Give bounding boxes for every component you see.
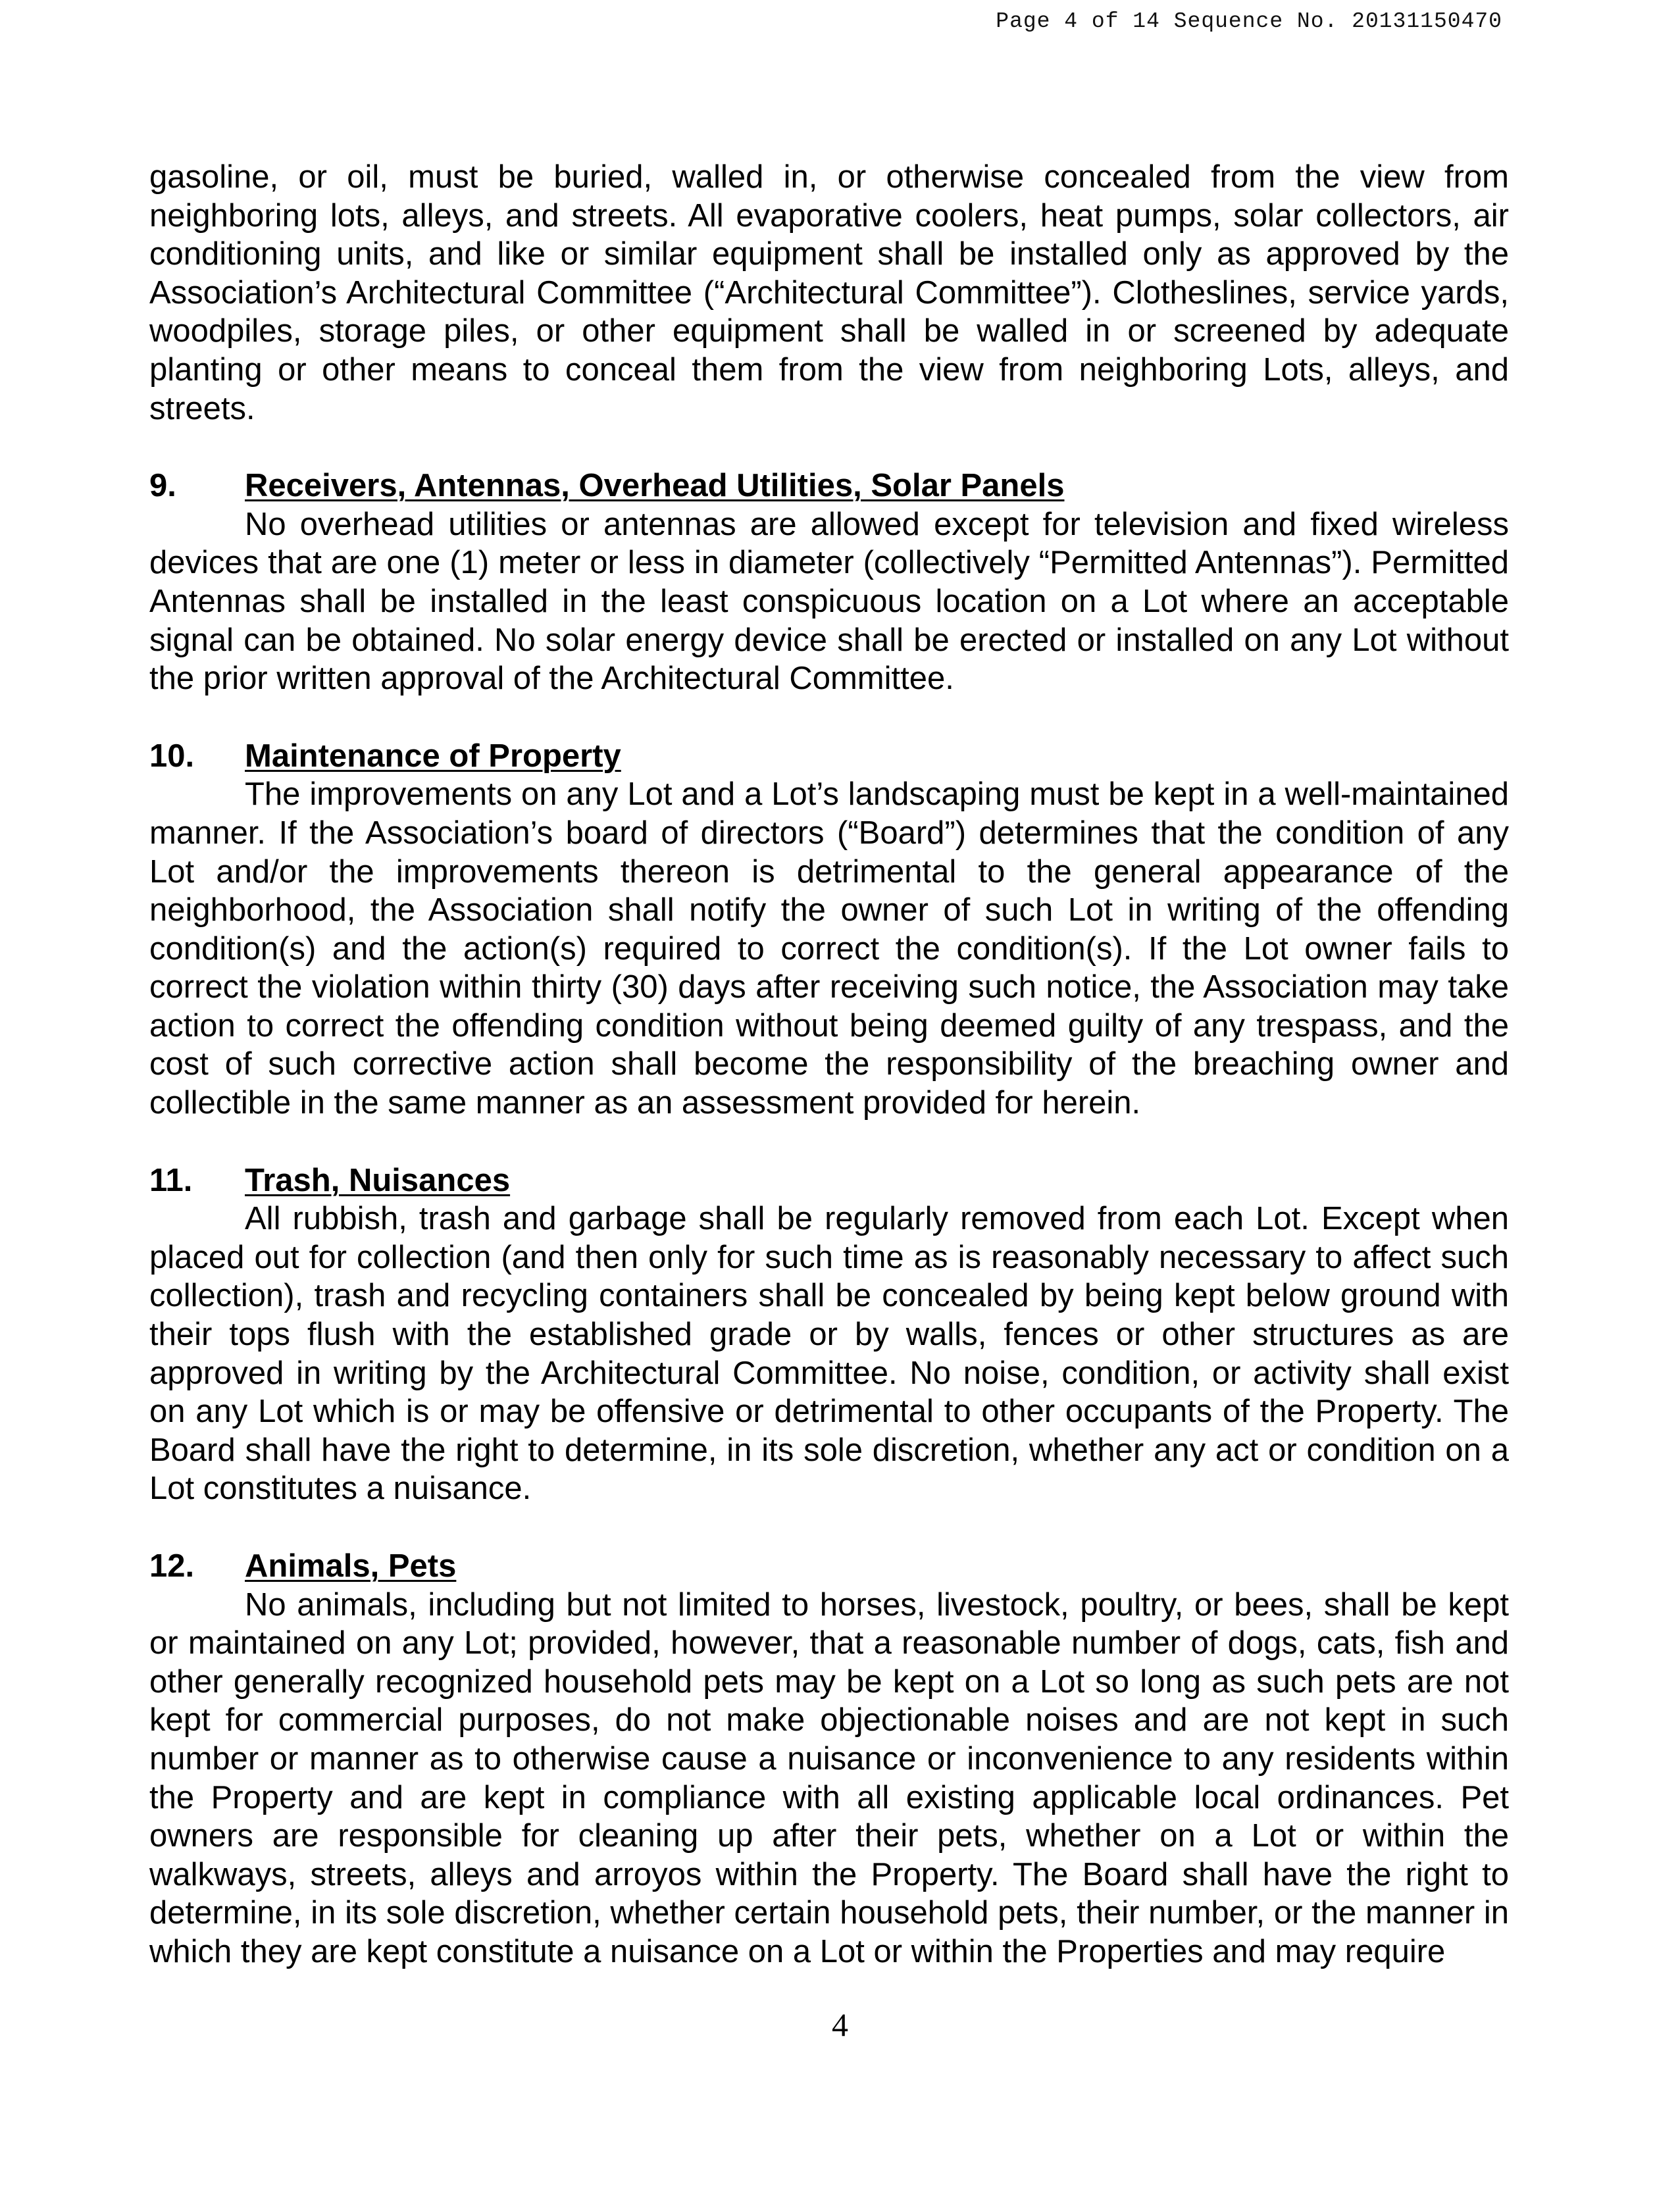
section-11 — [149, 1161, 1509, 1508]
section-title: Animals, Pets — [245, 1548, 457, 1584]
section-heading — [149, 1161, 1509, 1200]
section-gap — [149, 1123, 1509, 1161]
section-title: Trash, Nuisances — [245, 1162, 511, 1198]
section-heading — [149, 1547, 1509, 1586]
section-title: Receivers, Antennas, Overhead Utilities, Solar Panels — [245, 468, 1065, 504]
section-body: No overhead utilities or antennas are allowed except for television and fixed wireless devices that are one (1) meter or less in diameter (collectively “Permitted Antennas”). Permitted Antennas shall be installed in the least conspicuous location on a Lot where an acceptable signal can be obtained. No solar energy device shall be erected or installed on any Lot without the prior written approval of the Architectural Committee. — [149, 506, 1509, 697]
section-number: 10. — [149, 738, 195, 774]
header-stamp: Page 4 of 14 Sequence No. 20131150470 — [996, 9, 1502, 34]
document-body — [149, 158, 1509, 1971]
section-10 — [149, 737, 1509, 1123]
section-gap — [149, 1508, 1509, 1547]
section-number: 12. — [149, 1548, 195, 1584]
section-gap — [149, 698, 1509, 737]
section-body: The improvements on any Lot and a Lot’s landscaping must be kept in a well-maintained manner. If the Association’s board of directors (“Board”) determines that the condition of any Lot and/or the improvements thereon is detrimental to the general appearance of the neighborhood, the Association shall notify the owner of such Lot in writing of the offending condition(s) and the action(s) required to correct the condition(s). If the Lot owner fails to correct the violation within thirty (30) days after receiving such notice, the Association may take action to correct the offending condition without being deemed guilty of any trespass, and the cost of such corrective action shall become the responsibility of the breaching owner and collectible in the same manner as an assessment provided for herein. — [149, 776, 1509, 1121]
section-heading — [149, 737, 1509, 776]
section-number: 9. — [149, 468, 176, 504]
section-body: All rubbish, trash and garbage shall be regularly removed from each Lot. Except when placed out for collection (and then only for such time as is reasonably necessary to affect such collection), trash and recycling containers shall be concealed by being kept below ground with their tops flush with the established grade or by walls, fences or other structures as are approved in writing by the Architectural Committee. No noise, condition, or activity shall exist on any Lot which is or may be offensive or detrimental to other occupants of the Property. The Board shall have the right to determine, in its sole discretion, whether any act or condition on a Lot constitutes a nuisance. — [149, 1201, 1509, 1507]
section-body: No animals, including but not limited to horses, livestock, poultry, or bees, shall be kept or maintained on any Lot; provided, however, that a reasonable number of dogs, cats, fish and other generally recognized household pets may be kept on a Lot so long as such pets are not kept for commercial purposes, do not make objectionable noises and are not kept in such number or manner as to otherwise cause a nuisance or inconvenience to any residents within the Property and are kept in compliance with all existing applicable local ordinances. Pet owners are responsible for cleaning up after their pets, whether on a Lot or within the walkways, streets, alleys and arroyos within the Property. The Board shall have the right to determine, in its sole discretion, whether certain household pets, their number, or the manner in which they are kept constitute a nuisance on a Lot or within the Properties and may require — [149, 1586, 1509, 1969]
section-number: 11. — [149, 1162, 193, 1198]
section-9 — [149, 467, 1509, 698]
page-number: 4 — [832, 2006, 848, 2043]
section-title: Maintenance of Property — [245, 738, 621, 774]
section-12 — [149, 1547, 1509, 1971]
continuation-paragraph: gasoline, or oil, must be buried, walled in, or otherwise concealed from the view from neighboring lots, alleys, and streets. All evaporative coolers, heat pumps, solar collectors, air conditioning units, and like or similar equipment shall be installed only as approved by the Association’s Architectural Committee (“Architectural Committee”). Clotheslines, service yards, woodpiles, storage piles, or other equipment shall be walled in or screened by adequate planting or other means to conceal them from the view from neighboring Lots, alleys, and streets. — [149, 159, 1509, 426]
section-gap — [149, 428, 1509, 467]
section-heading — [149, 467, 1509, 505]
